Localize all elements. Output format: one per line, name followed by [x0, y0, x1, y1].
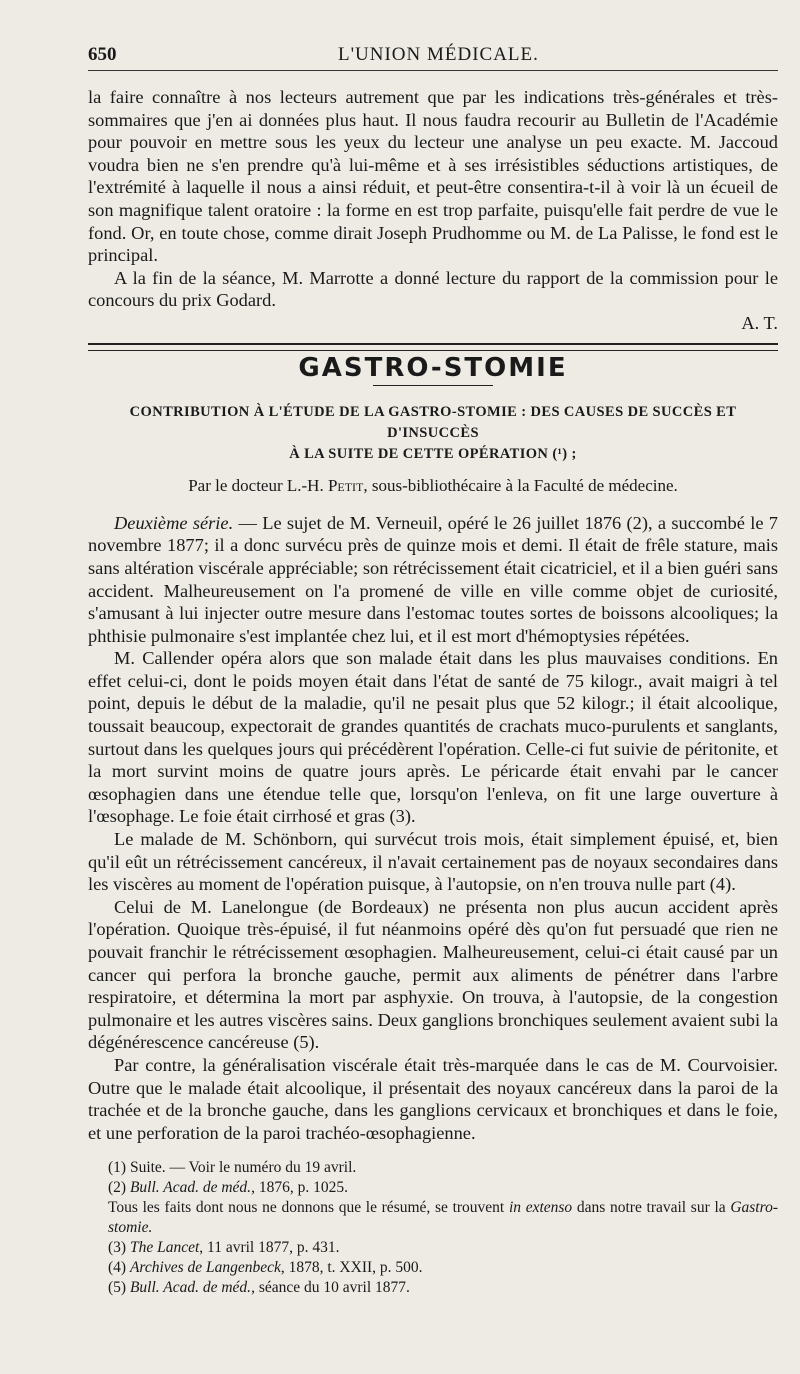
footnotes — [88, 1158, 778, 1298]
article-title-line-1: CONTRIBUTION À L'ÉTUDE DE LA GASTRO-STOMIE : DES CAUSES DE SUCCÈS ET D'INSUCCÈS — [129, 404, 737, 442]
footnote-3: (3) The Lancet, 11 avril 1877, p. 431. — [108, 1239, 340, 1257]
title-underline — [373, 385, 493, 386]
page-content — [88, 86, 778, 1298]
footnote-2-note: Tous les faits dont nous ne donnons que le résumé, se trouvent in extenso dans notre travail sur la Gastro-stomie. — [108, 1199, 778, 1237]
byline-suffix: , sous-bibliothécaire à la Faculté de médecine. — [363, 476, 678, 496]
article-paragraph-2: M. Callender opéra alors que son malade était dans les plus mauvaises conditions. En effet celui-ci, dont le poids moyen était dans l'état de santé de 75 kilogr., avait maigri à tel point, depuis le début de la maladie, qu'il ne pesait plus que 52 kilogr.; il était alcoolique, toussait beaucoup, expectorait de grandes quantités de crachats muco-purulents et sanglants, surtout dans les quelques jours qui précédèrent l'opération. Celle-ci fut suivie de péritonite, et la mort survint moins de quatre jours après. Le péricarde était envahi par le cancer œsophagien dans une étendue telle que, lorsqu'on l'enleva, on fit une large ouverture à l'œsophage. Le foie était cirrhosé et gras (3). — [88, 648, 778, 827]
running-title: L'UNION MÉDICALE. — [338, 44, 539, 65]
article-paragraph-1: Deuxième série. — Le sujet de M. Verneuil, opéré le 26 juillet 1876 (2), a succombé le 7 novembre 1877; il a donc survécu près de quinze mois et demi. Il était de frêle stature, mais sans altération viscérale appréciable; son rétrécissement était cicatriciel, et il a bien guéri sans accident. Malheureusement on l'a promené de ville en ville comme objet de curiosité, s'amusant à lui injecter outre mesure dans l'estomac toutes sortes de boissons alcooliques; la phthisie pulmonaire s'est implantée chez lui, et il est mort d'hémoptysies répétées. — [88, 512, 778, 646]
article-title — [88, 402, 778, 465]
signature-line — [88, 312, 778, 335]
intro-paragraph-2: A la fin de la séance, M. Marrotte a donné lecture du rapport de la commission pour le concours du prix Godard. — [88, 267, 778, 311]
section-title: GASTRO-STOMIE — [298, 352, 568, 383]
article-paragraph-3: Le malade de M. Schönborn, qui survécut trois mois, était simplement épuisé, et, bien qu'il eût un rétrécissement cancéreux, il n'avait certainement pas de noyaux secondaires dans les viscères au moment de l'opération puisque, à l'autopsie, on n'en trouva nulle part (4). — [88, 829, 778, 895]
article-title-line-2: À LA SUITE DE CETTE OPÉRATION (¹) ; — [289, 446, 577, 463]
intro-paragraph: la faire connaître à nos lecteurs autrement que par les indications très-générales et très-sommaires que j'en ai données plus haut. Il nous faudra recourir au Bulletin de l'Académie pour pouvoir en mettre sous les yeux du lecteur une analyse un peu exacte. M. Jaccoud voudra bien ne s'en prendre qu'à lui-même et à ses irrésistibles séductions artistiques, de l'extrémité à laquelle il nous a ainsi réduit, et peut-être consentira-t-il à voir là un écueil de son magnifique talent oratoire : la forme en est trop parfaite, puisqu'elle fait perdre de vue le fond. Or, en toute chose, comme dirait Joseph Prudhomme ou M. de La Palisse, le fond est le principal. — [88, 87, 778, 266]
byline — [88, 475, 778, 498]
author-name: L.-H. Petit — [286, 476, 364, 496]
series-label: Deuxième série. — [114, 512, 234, 533]
footnote-4: (4) Archives de Langenbeck, 1878, t. XXII, p. 500. — [108, 1259, 423, 1277]
page-header — [88, 40, 778, 70]
article-paragraph-5: Par contre, la généralisation viscérale était très-marquée dans le cas de M. Courvoisier. Outre que le malade était alcoolique, il présentait des noyaux cancéreux dans la paroi de la trachée et de la bronche gauche, dans les ganglions cervicaux et bronchiques et dans le foie, et une perforation de la paroi trachéo-œsophagienne. — [88, 1054, 778, 1143]
footnote-5: (5) Bull. Acad. de méd., séance du 10 avril 1877. — [108, 1279, 410, 1297]
header-rule — [88, 70, 778, 71]
section-divider — [88, 343, 778, 351]
footnote-1: (1) Suite. — Voir le numéro du 19 avril. — [108, 1159, 357, 1177]
footnote-2: (2) Bull. Acad. de méd., 1876, p. 1025. — [108, 1179, 348, 1197]
byline-prefix: Par le docteur — [188, 476, 287, 496]
signature: A. T. — [741, 312, 778, 333]
article-paragraph-4: Celui de M. Lanelongue (de Bordeaux) ne présenta non plus aucun accident après l'opération. Quoique très-épuisé, il fut néanmoins opéré dès qu'on fut persuadé que rien ne pouvait franchir le rétrécissement œsophagien. Malheureusement, celui-ci était causé par un cancer qui perfora la bronche gauche, permit aux aliments de pénétrer dans l'arbre respiratoire, et détermina la mort par asphyxie. On trouva, à l'autopsie, de la congestion pulmonaire et les autres viscères sains. Deux ganglions bronchiques seulement avaient subi la dégénérescence cancéreuse (5). — [88, 896, 778, 1053]
page-number: 650 — [88, 44, 117, 65]
